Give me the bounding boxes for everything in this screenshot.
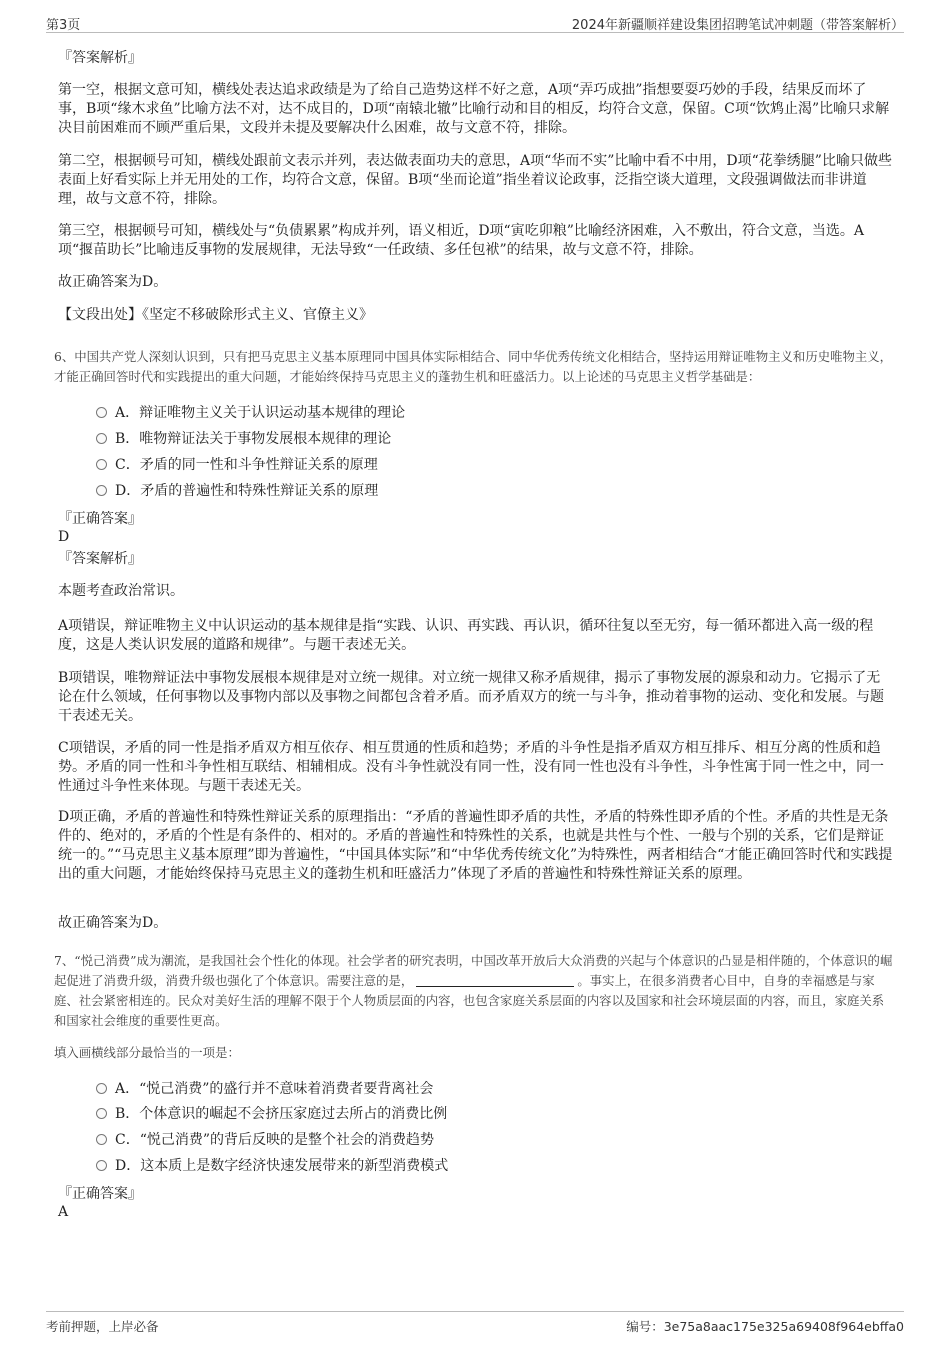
q6-stem: 6、中国共产党人深刻认识到，只有把马克思主义基本原理同中国具体实际相结合、同中华优秀传统文化相结合，坚持运用辩证唯物主义和历史唯物主义，才能正确回答时代和实践提出的重大问题，才能始终保持马克思主义的蓬勃生机和旺盛活力。以上论述的马克思主义哲学基础是： <box>54 349 893 384</box>
document-id: 编号：3e75a8aac175e325a69408f964ebffa0 <box>626 1319 904 1334</box>
option-label: D．这本质上是数字经济快速发展带来的新型消费模式 <box>115 1158 449 1174</box>
q5-conclusion: 故正确答案为D。 <box>58 274 168 290</box>
option-label: D．矛盾的普遍性和特殊性辩证关系的原理 <box>115 483 379 499</box>
document-title: 2024年新疆顺祥建设集团招聘笔试冲刺题（带答案解析） <box>571 18 904 33</box>
q7-option-a[interactable] <box>96 1079 433 1099</box>
option-label: B．个体意识的崛起不会挤压家庭过去所占的消费比例 <box>115 1106 448 1122</box>
q7-stem-before: 7、“悦己消费”成为潮流，是我国社会个性化的体现。社会学者的研究表明，中国改革开放后大众消费的兴起与个体意识的凸显是相伴随的，个体意识的崛起促进了消费升级，消费升级也强化了个体意识。需要注意的是， <box>54 953 893 988</box>
q5-analysis-p1: 第一空，根据文意可知，横线处表达追求政绩是为了给自己造势这样不好之意，A项“弄巧成拙”指想要耍巧妙的手段，结果反而坏了事，B项“缘木求鱼”比喻方法不对，达不成目的，D项“南辕北辙”比喻行动和目的相反，均符合文意，保留。C项“饮鸩止渴”比喻只求解决目前困难而不顾严重后果，文段并未提及要解决什么困难，故与文意不符，排除。 <box>58 82 890 136</box>
q5-analysis-p2: 第二空，根据顿号可知，横线处跟前文表示并列，表达做表面功夫的意思，A项“华而不实”比喻中看不中用，D项“花拳绣腿”比喻只做些表面上好看实际上并无用处的工作，均符合文意，保留。B项“坐而论道”指坐着议论政事，泛指空谈大道理，文段强调做法而非讲道理，故与文意不符，排除。 <box>58 153 892 207</box>
q5-analysis-label: 『答案解析』 <box>58 50 142 66</box>
q6-answer-label: 『正确答案』 <box>58 511 142 527</box>
q7-option-b[interactable] <box>96 1104 447 1124</box>
radio-icon[interactable] <box>96 1108 107 1119</box>
option-label: C．“悦己消费”的背后反映的是整个社会的消费趋势 <box>115 1132 435 1148</box>
radio-icon[interactable] <box>96 459 107 470</box>
q7-answer: A <box>58 1204 69 1220</box>
radio-icon[interactable] <box>96 1083 107 1094</box>
option-label: A．“悦己消费”的盛行并不意味着消费者要背离社会 <box>115 1081 434 1097</box>
footer-slogan: 考前押题，上岸必备 <box>46 1319 159 1334</box>
radio-icon[interactable] <box>96 485 107 496</box>
page-number: 第3页 <box>46 18 81 33</box>
option-label: C．矛盾的同一性和斗争性辩证关系的原理 <box>115 457 378 473</box>
q6-option-d[interactable] <box>96 481 378 501</box>
q7-stem <box>54 951 896 1031</box>
q7-option-c[interactable] <box>96 1130 434 1150</box>
option-label: B．唯物辩证法关于事物发展根本规律的理论 <box>115 431 392 447</box>
q7-instruction: 填入画横线部分最恰当的一项是： <box>54 1045 240 1060</box>
q5-analysis-p3: 第三空，根据顿号可知，横线处与“负债累累”构成并列，语义相近，D项“寅吃卯粮”比喻经济困难，入不敷出，符合文意，当选。A项“揠苗助长”比喻违反事物的发展规律，无法导致“一任政绩、多任包袱”的结果，故与文意不符，排除。 <box>58 223 864 258</box>
q5-source: 【文段出处】《坚定不移破除形式主义、官僚主义》 <box>58 307 373 323</box>
q6-answer: D <box>58 529 70 545</box>
q6-option-c[interactable] <box>96 455 378 475</box>
q6-option-a[interactable] <box>96 403 405 423</box>
q6-analysis-intro: 本题考查政治常识。 <box>58 583 184 599</box>
radio-icon[interactable] <box>96 407 107 418</box>
q6-analysis-b: B项错误，唯物辩证法中事物发展根本规律是对立统一规律。对立统一规律又称矛盾规律，揭示了事物发展的源泉和动力。它揭示了无论在什么领域，任何事物以及事物内部以及事物之间都包含着矛盾。而矛盾双方的统一与斗争，推动着事物的运动、变化和发展。与题干表述无关。 <box>58 670 884 724</box>
option-label: A．辩证唯物主义关于认识运动基本规律的理论 <box>115 405 406 421</box>
radio-icon[interactable] <box>96 1160 107 1171</box>
q7-stem-after: 。事实上，在很多消费者心目中，自身的幸福感是与家庭、社会紧密相连的。民众对美好生活的理解不限于个人物质层面的内容，也包含家庭关系层面的内容以及国家和社会环境层面的内容，而且，家庭关系和国家社会维度的重要性更高。 <box>54 973 885 1028</box>
q6-analysis-a: A项错误，辩证唯物主义中认识运动的基本规律是指“实践、认识、再实践、再认识，循环往复以至无穷，每一循环都进入高一级的程度，这是人类认识发展的道路和规律”。与题干表述无关。 <box>58 618 874 653</box>
q6-analysis-label: 『答案解析』 <box>58 551 142 567</box>
q6-option-b[interactable] <box>96 429 391 449</box>
page-footer <box>46 1311 904 1336</box>
radio-icon[interactable] <box>96 1134 107 1145</box>
page-header <box>46 10 904 33</box>
fill-blank-line <box>416 973 574 987</box>
q6-analysis-c: C项错误，矛盾的同一性是指矛盾双方相互依存、相互贯通的性质和趋势；矛盾的斗争性是指矛盾双方相互排斥、相互分离的性质和趋势。矛盾的同一性和斗争性相互联结、相辅相成。没有斗争性就没有同一性，没有同一性也没有斗争性，斗争性寓于同一性之中，同一性通过斗争性来体现。与题干表述无关。 <box>58 740 884 794</box>
q7-option-d[interactable] <box>96 1156 448 1176</box>
q7-answer-label: 『正确答案』 <box>58 1186 142 1202</box>
q6-analysis-d: D项正确，矛盾的普遍性和特殊性辩证关系的原理指出：“矛盾的普遍性即矛盾的共性，矛盾的特殊性即矛盾的个性。矛盾的共性是无条件的、绝对的，矛盾的个性是有条件的、相对的。矛盾的普遍性和特殊性的关系，也就是共性与个性、一般与个别的关系，它们是辩证统一的。”“马克思主义基本原理”即为普遍性，“中国具体实际”和“中华优秀传统文化”为特殊性，两者相结合“才能正确回答时代和实践提出的重大问题，才能始终保持马克思主义的蓬勃生机和旺盛活力”体现了矛盾的普遍性和特殊性辩证关系的原理。 <box>58 809 893 882</box>
radio-icon[interactable] <box>96 433 107 444</box>
q6-conclusion: 故正确答案为D。 <box>58 915 168 931</box>
